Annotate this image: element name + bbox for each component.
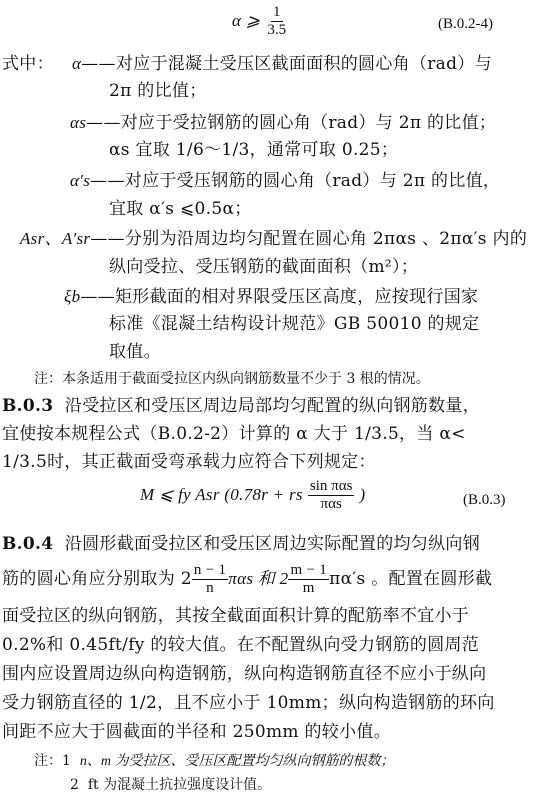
note-1: 注：本条适用于截面受拉区内纵向钢筋数量不少于 3 根的情况。 bbox=[34, 371, 430, 387]
clause-b04-line4: 0.2%和 0.45ft/fy 的较大值。在不配置纵向受力钢筋的圆周范 bbox=[2, 635, 480, 655]
def-alpha-line2: 2π 的比值； bbox=[109, 81, 207, 101]
fraction-n: $\frac{n - 1}{n}$ bbox=[193, 562, 227, 596]
clause-number: B.0.4 bbox=[2, 534, 54, 554]
note-2-item-1: 注：1 n、m 为受拉区、受压区配置均匀纵向钢筋的根数； bbox=[34, 753, 395, 769]
note-2-item-2: 2 ft 为混凝土抗拉强度设计值。 bbox=[70, 777, 272, 793]
clause-b04-line7: 间距不应大于圆截面的半径和 250mm 的较小值。 bbox=[2, 722, 391, 742]
def-alpha-s-line2: αs 宜取 1/6～1/3，通常可取 0.25； bbox=[109, 140, 399, 160]
equation-number: (B.0.3) bbox=[463, 492, 506, 508]
clause-b04-line5: 围内应设置周边纵向构造钢筋，纵向构造钢筋直径不应小于纵向 bbox=[2, 664, 487, 684]
def-alpha-s-prime-line2: 宜取 α′s ⩽0.5α； bbox=[109, 199, 252, 219]
fraction-denominator: 3.5 bbox=[267, 22, 287, 38]
clause-b03-line3: 1/3.5时，其正截面受弯承载力应符合下列规定： bbox=[2, 452, 376, 472]
clause-b03-line2: 宜使按本规程公式（B.0.2-2）计算的 α 大于 1/3.5，当 α< bbox=[2, 424, 466, 444]
clause-b04-line1: B.0.4 沿圆形截面受拉区和受压区周边实际配置的均匀纵向钢 bbox=[2, 534, 480, 554]
equation-number: (B.0.2-4) bbox=[438, 16, 493, 32]
equation-close: ) bbox=[359, 485, 366, 504]
definitions-intro: 式中： bbox=[2, 54, 54, 74]
def-xi-b-line1: ξb——矩形截面的相对界限受压区高度，应按现行国家 bbox=[64, 287, 479, 307]
equation-fraction bbox=[308, 478, 355, 513]
equation-b03 bbox=[140, 478, 366, 513]
fraction-numerator: 1 bbox=[273, 4, 281, 20]
def-xi-b-line2: 标准《混凝土结构设计规范》GB 50010 的规定 bbox=[109, 314, 480, 334]
fraction-denominator: παs bbox=[320, 496, 342, 512]
def-alpha-s-line1: αs——对应于受拉钢筋的圆心角（rad）与 2π 的比值； bbox=[70, 113, 497, 133]
def-asr-line1: Asr、A′sr——分别为沿周边均匀配置在圆心角 2παs 、2πα′s 内的 bbox=[20, 229, 528, 249]
def-alpha-line1: α——对应于混凝土受压区截面面积的圆心角（rad）与 bbox=[72, 54, 492, 74]
fraction-numerator: sin παs bbox=[309, 478, 353, 494]
equation-b024 bbox=[232, 4, 288, 39]
fraction-m: $\frac{m - 1}{m}$ bbox=[290, 562, 328, 596]
def-xi-b-line3: 取值。 bbox=[109, 342, 161, 362]
clause-b04-line6: 受力钢筋直径的 1/2，且不应小于 10mm；纵向构造钢筋的环向 bbox=[2, 693, 495, 713]
clause-b03-line1: B.0.3 沿受拉区和受压区周边局部均匀配置的纵向钢筋数量， bbox=[2, 396, 480, 416]
clause-b04-line3: 面受拉区的纵向钢筋，其按全截面面积计算的配筋率不宜小于 bbox=[2, 606, 470, 626]
equation-lhs: M ⩽ fy Asr (0.78r + rs bbox=[140, 485, 303, 504]
def-asr-line2: 纵向受拉、受压钢筋的截面面积（m²）； bbox=[109, 257, 419, 277]
clause-b04-line2: 筋的圆心角应分别取为 2 $\frac{n - 1}{n}$ παs 和 2 $\frac{m - 1}{m}$ πα′s 。配置在圆形截 bbox=[2, 562, 493, 596]
clause-number: B.0.3 bbox=[2, 396, 54, 416]
def-alpha-s-prime-line1: α′s——对应于受压钢筋的圆心角（rad）与 2π 的比值， bbox=[70, 171, 501, 191]
equation-lhs: α ⩾ bbox=[232, 11, 261, 30]
equation-fraction bbox=[265, 4, 288, 39]
